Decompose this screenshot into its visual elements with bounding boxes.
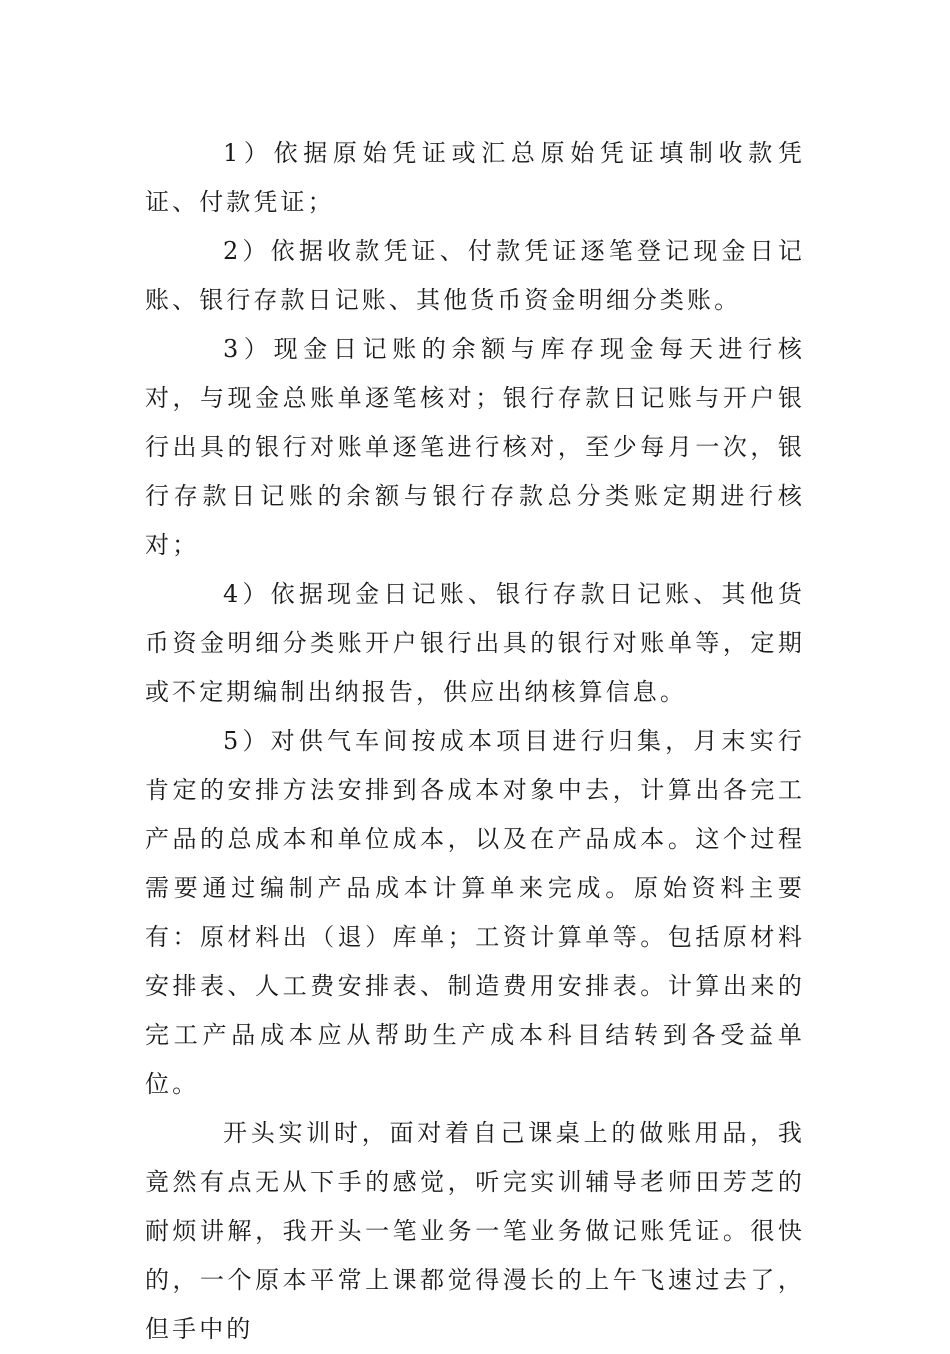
paragraph-step-1: 1）依据原始凭证或汇总原始凭证填制收款凭证、付款凭证； bbox=[145, 139, 805, 216]
paragraph-step-2: 2）依据收款凭证、付款凭证逐笔登记现金日记账、银行存款日记账、其他货币资金明细分类账。 bbox=[145, 237, 805, 314]
paragraph-step-5: 5）对供气车间按成本项目进行归集，月末实行肯定的安排方法安排到各成本对象中去，计算出各完工产品的总成本和单位成本，以及在产品成本。这个过程需要通过编制产品成本计算单来完成。原始资料主要有：原材料出（退）库单；工资计算单等。包括原材料安排表、人工费安排表、制造费用安排表。计算出来的完工产品成本应从帮助生产成本科目结转到各受益单位。 bbox=[145, 727, 805, 1098]
paragraph-reflection: 开头实训时，面对着自己课桌上的做账用品，我竟然有点无从下手的感觉，听完实训辅导老师田芳芝的耐烦讲解，我开头一笔业务一笔业务做记账凭证。很快的，一个原本平常上课都觉得漫长的上午飞速过去了，但手中的 bbox=[145, 1119, 805, 1343]
paragraph-step-3: 3）现金日记账的余额与库存现金每天进行核对，与现金总账单逐笔核对；银行存款日记账与开户银行出具的银行对账单逐笔进行核对，至少每月一次，银行存款日记账的余额与银行存款总分类账定期进行核对； bbox=[145, 335, 805, 559]
paragraph-step-4: 4）依据现金日记账、银行存款日记账、其他货币资金明细分类账开户银行出具的银行对账单等，定期或不定期编制出纳报告，供应出纳核算信息。 bbox=[145, 580, 805, 706]
document-body bbox=[145, 129, 805, 1354]
